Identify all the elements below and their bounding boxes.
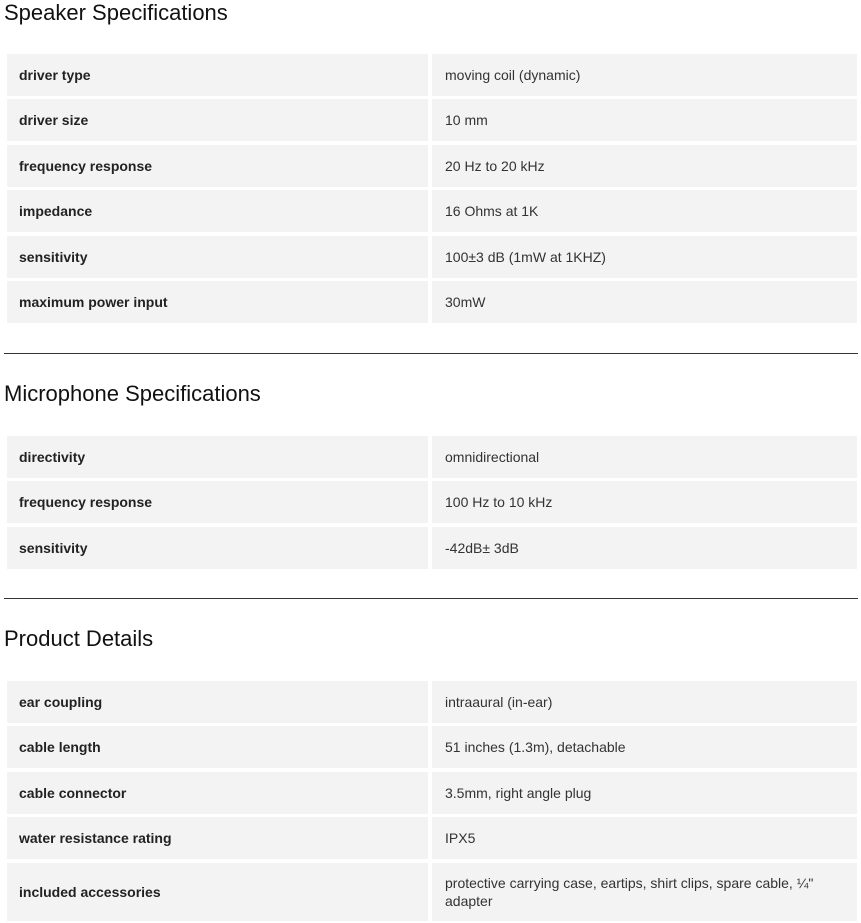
table-row (7, 436, 857, 478)
section-divider (4, 353, 858, 354)
spec-value: 100 Hz to 10 kHz (432, 481, 857, 523)
table-row (7, 726, 857, 768)
spec-label: ear coupling (7, 681, 428, 723)
spec-value: omnidirectional (432, 436, 857, 478)
table-row (7, 281, 857, 323)
spec-label: frequency response (7, 145, 428, 187)
table-row (7, 145, 857, 187)
spec-label: cable connector (7, 772, 428, 814)
spec-value: protective carrying case, eartips, shirt clips, spare cable, ¼" adapter (432, 863, 857, 921)
table-row (7, 527, 857, 569)
spec-label: sensitivity (7, 527, 428, 569)
table-row (7, 190, 857, 232)
spec-label: maximum power input (7, 281, 428, 323)
spec-value: 16 Ohms at 1K (432, 190, 857, 232)
table-row (7, 54, 857, 96)
spec-value: 3.5mm, right angle plug (432, 772, 857, 814)
spec-label: driver size (7, 99, 428, 141)
microphone-specifications-title: Microphone Specifications (4, 381, 261, 406)
table-row (7, 817, 857, 859)
spec-label: sensitivity (7, 236, 428, 278)
table-row (7, 681, 857, 723)
spec-value: IPX5 (432, 817, 857, 859)
spec-value: 100±3 dB (1mW at 1KHZ) (432, 236, 857, 278)
spec-value: 20 Hz to 20 kHz (432, 145, 857, 187)
table-row (7, 772, 857, 814)
spec-value: 51 inches (1.3m), detachable (432, 726, 857, 768)
speaker-specifications-title: Speaker Specifications (4, 0, 228, 25)
table-row (7, 863, 857, 921)
spec-value: intraaural (in-ear) (432, 681, 857, 723)
spec-label: directivity (7, 436, 428, 478)
spec-label: frequency response (7, 481, 428, 523)
spec-value: 30mW (432, 281, 857, 323)
table-row (7, 481, 857, 523)
table-row (7, 236, 857, 278)
spec-label: cable length (7, 726, 428, 768)
spec-value: 10 mm (432, 99, 857, 141)
section-divider (4, 598, 858, 599)
spec-label: water resistance rating (7, 817, 428, 859)
spec-label: impedance (7, 190, 428, 232)
spec-label: included accessories (7, 863, 428, 921)
table-row (7, 99, 857, 141)
spec-label: driver type (7, 54, 428, 96)
product-details-title: Product Details (4, 626, 154, 651)
spec-value: -42dB± 3dB (432, 527, 857, 569)
spec-value: moving coil (dynamic) (432, 54, 857, 96)
